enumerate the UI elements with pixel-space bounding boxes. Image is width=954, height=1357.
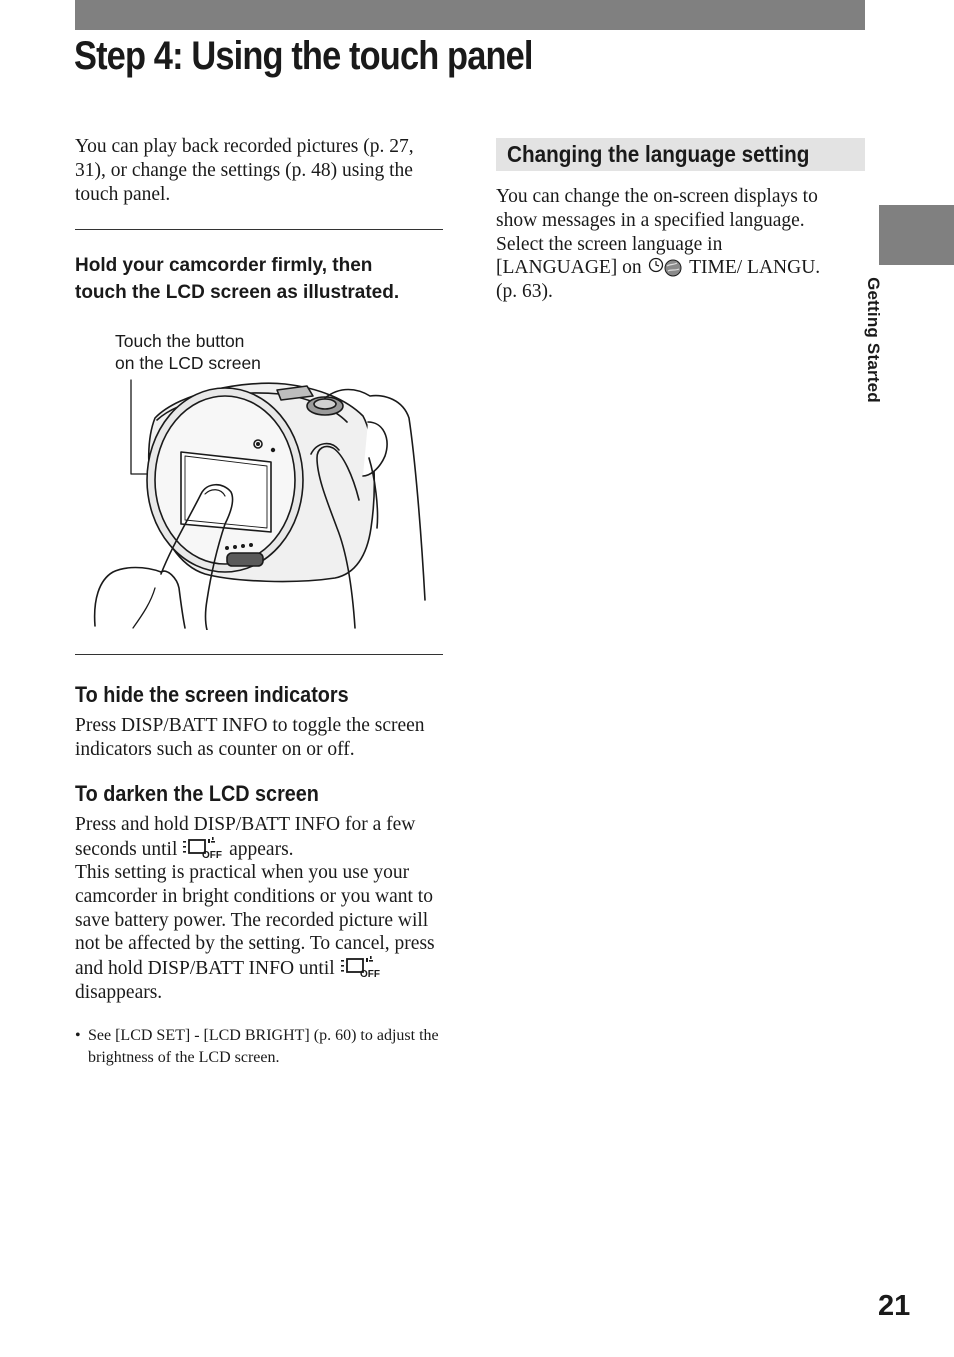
header-bar [75, 0, 865, 30]
language-text-b: TIME/ LANGU. (p. 63). [496, 257, 821, 303]
instruction-line-1: Hold your camcorder firmly, then [75, 255, 373, 276]
time-langu-menu-icon [647, 257, 685, 277]
language-body [496, 185, 832, 304]
instruction-line-2: touch the LCD screen as illustrated. [75, 282, 400, 303]
hide-indicators-heading: To hide the screen indicators [75, 682, 349, 707]
language-heading-text: Changing the language setting [507, 141, 810, 167]
language-text-a: You can change the on-screen displays to show messages in a specified language. Select the screen language in [LANGUAGE] on [496, 186, 818, 279]
darken-lcd-body-1 [75, 813, 447, 862]
language-section-heading [496, 138, 865, 171]
darken-text-a: Press and hold DISP/BATT INFO for a few seconds until [75, 814, 416, 860]
hide-indicators-body: Press DISP/BATT INFO to toggle the screen indicators such as counter on or off. [75, 715, 425, 760]
bullet-symbol: • [75, 1027, 81, 1044]
page-title: Step 4: Using the touch panel [74, 34, 533, 78]
divider-bottom [75, 654, 443, 655]
svg-text:OFF: OFF [359, 969, 380, 979]
side-tab-label-text: Getting Started [864, 277, 883, 403]
darken-text-c: This setting is practical when you use your camcorder in bright conditions or you want to save battery power. The recorded picture will not be affected by the setting. To cancel, press and hold DISP/BATT INFO until [75, 862, 435, 980]
bullet-text: See [LCD SET] - [LCD BRIGHT] (p. 60) to adjust the brightness of the LCD screen. [88, 1027, 439, 1066]
darken-lcd-heading: To darken the LCD screen [75, 781, 319, 806]
lcd-backlight-off-icon [340, 956, 382, 978]
callout-line-1: Touch the button [115, 331, 245, 351]
callout-label [115, 330, 261, 374]
lcd-backlight-off-icon [182, 837, 224, 859]
darken-lcd-body-2 [75, 861, 447, 1005]
divider-top [75, 229, 443, 230]
page-number: 21 [878, 1290, 911, 1322]
svg-text:OFF: OFF [202, 849, 223, 859]
section-tab [879, 205, 954, 265]
darken-text-b: appears. [229, 838, 294, 860]
callout-line-2: on the LCD screen [115, 353, 261, 373]
camcorder-touch-illustration [85, 378, 435, 630]
darken-text-d: disappears. [75, 981, 163, 1003]
intro-paragraph: You can play back recorded pictures (p. 27, 31), or change the settings (p. 48) using the touch panel. [75, 136, 414, 205]
instruction [75, 252, 455, 306]
